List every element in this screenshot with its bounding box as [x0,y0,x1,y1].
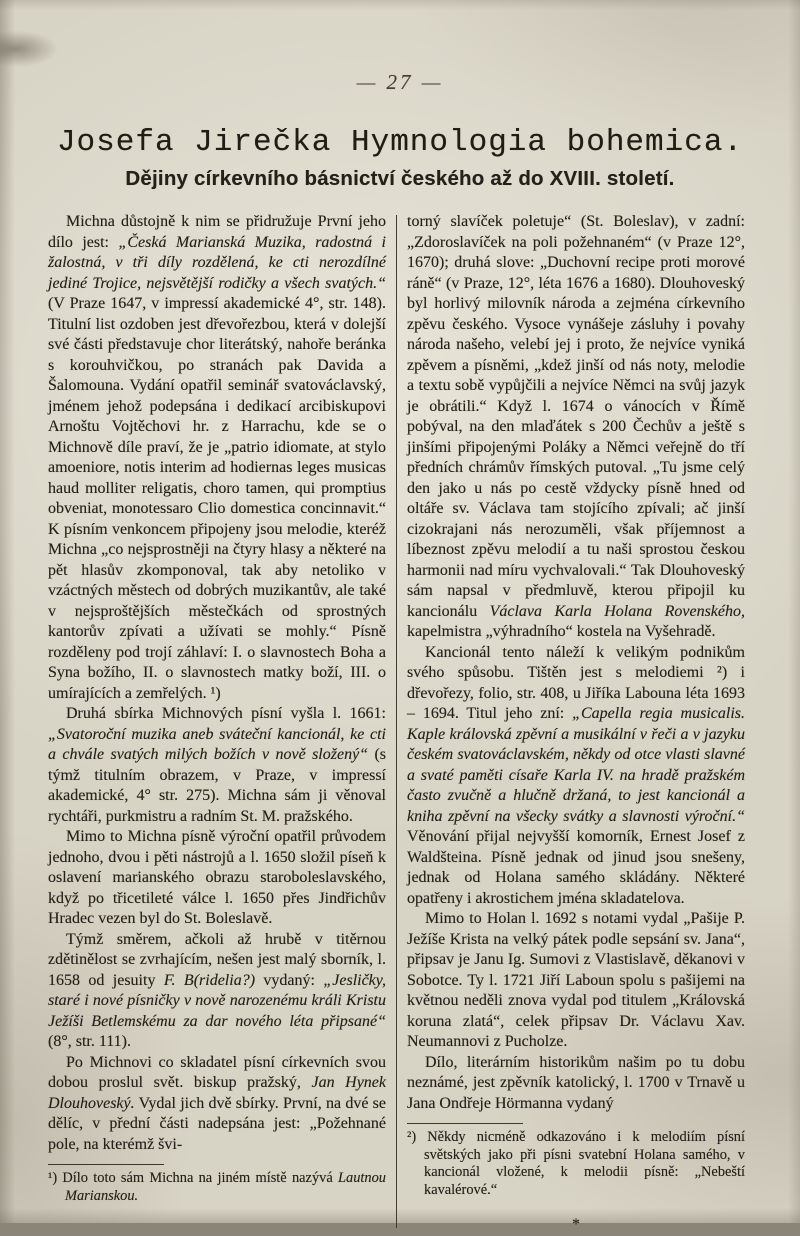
text-run: Druhá sbírka Michnových písní vyšla l. 1661: [66,705,386,722]
text-run: vydaný: [255,971,324,989]
paragraph [407,1053,745,1115]
text-run: Dílo, literárním historikům našim po tu dobu neznámé, jest zpěvník katolický, l. 1700 v Trnavě u Jana Ondřeje Hörmanna vydaný [407,1053,745,1112]
italic-text-run: „Capella regia musicalis. Kaple královská zpěvní a musikální v řeči a v jazyku českém svatováclavském, někdy od otce vlasti slavné a svaté paměti císaře Karla IV. na hradě pražském často zvučně a hlučně držaná, to jest kancionál a kniha zpěvní na všecky svátky a slavnosti výroční.“ [407,705,745,825]
text-run: Kancionál tento náleží k velikým podnikům svého spůsobu. Tištěn jest s melodiemi ²) i dřevořezy, folio, str. 408, u Jiříka Labouna léta 1693 – 1694. Titul jeho zní: [407,643,745,722]
italic-text-run: Václava Karla Holana Rovenského, [489,602,745,620]
footnote-2 [407,1129,745,1199]
page-title: Josefa Jirečka Hymnologia bohemica. [56,125,744,160]
text-run: ¹) Dílo toto sám Michna na jiném místě nazývá [48,1170,339,1186]
text-run: Michna důstojně k nim se přidružuje První jeho dílo jest: [48,213,386,251]
text-column-right [407,212,745,1236]
text-run: (8°, str. 111). [48,1033,131,1050]
italic-text-run: Lautnou Marianskou. [65,1170,386,1204]
footnote-1 [48,1170,386,1205]
italic-text-run: „Jesličky, staré i nové písničky v nově narozenému králi Kristu Ježíši Betlemskému za dar nového léta připsané“ [48,971,386,1030]
text-column-left [48,212,386,1236]
italic-text-run: Jan Hynek Dlouhoveský. [48,1074,386,1112]
italic-text-run: „Česká Marianská Muzika, radostná i žalostná, v tři díly rozdělená, ke cti nerozdílné jediné Trojice, nejsvětější rodičky a všech svatých.“ [48,233,386,292]
text-run: Týmž směrem, ačkoli až hrubě v titěrnou zdětinělost se zvrhajícím, nešen jest malý sborník, l. 1658 od jesuity [48,930,386,989]
text-run: Věnování přijal nejvyšší komorník, Ernest Josef z Waldšteina. Písně jednak od jinud jsou snešeny, jednak od Holana samého skládány. Některé opatřeny i akrostichem jména skladatelova. [407,828,745,907]
paragraph [407,212,745,643]
italic-text-run: „Svatoroční muzika aneb sváteční kancionál, ke cti a chvále svatých milých božích v nově složený“ [48,725,386,763]
text-run: Vydal jich dvě sbírky. První, na dvé se dělíc, v přední části nadepsána jest: „Požehnané pole, na kterémž švi- [48,1094,386,1153]
text-run: kapelmistra „výhradního“ kostela na Vyšehradě. [407,623,716,640]
footnote-separator [48,1164,164,1165]
column-right-text [407,212,745,1114]
text-run: (V Praze 1647, v impressí akademické 4°, str. 148). Titulní list ozdoben jest dřevořezbou, která v dolejší své části představuje chor literátský, nahoře beránka s korouhvičkou, po stranách pak Davida a Šalomouna. Vydání opatřil seminář svatováclavský, jménem jehož podepsána i dedikací arcibiskupovi Arnoštu Vojtěchovi hr. z Harrachu, kde se o Michnově díle praví, že je „patrio idiomate, at stylo amoeniore, notis interim ad hodiernas leges musicas haud molliter religatis, choro tamen, qui promptius obveniat, monotessaro Clio domestica concinnavit.“ K písním venkoncem připojeny jsou melodie, kteréž Michna „co nejsprostněji na čtyry hlasy a některé na pět hlasův zkomponoval, tak aby netoliko v vzáctných městech od dobrých muzikantův, ale také v nejsproštějších městečkách od sprostných kantorův zpívati a užívati se mohly.“ Písně rozděleny pod trojí záhlaví: I. o slavnostech Boha a Syna božího, II. o slavnostech matky boží, III. o umírajících a zemřelých. ¹) [48,295,386,702]
text-run: ²) Někdy nicméně odkazováno i k melodiím písní světských jako při písni svatební Holana samého, v kancionál vložené, k melodii písně: „Nebeští kavalérové.“ [407,1129,745,1198]
paragraph [48,1053,386,1156]
text-run: Mimo to Holan l. 1692 s notami vydal „Pašije P. Ježíše Krista na velký pátek podle sepsání sv. Jana“, připsav je Janu Ig. Sumovi z Vlastislavě, děkanovi v Sobotce. Ty l. 1721 Jiří Laboun spolu s pašijemi na květnou neděli znova vydal pod titulem „Královská koruna zlatá“, celek připsav Dr. Václavu Xav. Neumannovi z Pucholze. [407,910,745,1050]
column-divider [396,215,397,1228]
page-number: — 27 — [356,70,444,94]
paragraph [407,909,745,1053]
paragraph [48,704,386,827]
text-run: (s týmž titulním obrazem, v Praze, v impressí akademické, 4° str. 275). Michna sám ji věnoval rychtáři, purkmistru a radním St. M. pražského. [48,746,387,825]
footnote-separator [407,1123,523,1124]
printers-mark: * [572,1216,580,1234]
paragraph [48,827,386,930]
column-left-text [48,212,386,1155]
paragraph [48,930,386,1053]
paragraph [48,212,386,704]
page-subtitle: Dějiny církevního básnictví českého až do XVIII. století. [125,167,675,190]
text-run: torný slavíček poletuje“ (St. Boleslav), v zadní: „Zdoroslavíček na poli požehnaném“ (v Praze 12°, 1670); druhá slove: „Duchovní recipe proti morové ráně“ (v Praze, 12°, léta 1676 a 1680). Dlouhoveský byl horlivý milovník národa a zejména církevního zpěvu českého. Vysoce vynášeje zásluhy i povahy národa našeho, velebí jej i proto, že nejvíce vyniká zpěvem a písněmi, „kdež jinší od nás noty, melodie a textu sobě vypůjčili a nejvíce Němci na svůj jazyk je obrátili.“ Když l. 1674 o vánocích v Římě pobýval, na den mlaďátek s 200 Čechův a ještě s jinšími připojenými Poláky a Němci veřejně do tří předních chrámův římských putoval. „Tu jsme celý den jako u nás po cestě vždycky písně hned od oltáře sv. Václava tam stojícího zpívali; ač jinší cizokrajani nás nerozuměli, však příjemnost a líbeznost zpěvu melodií a tu naši sprostou českou harmonii nad míru vychvalovali.“ Tak Dlouhoveský sám napsal v předmluvě, kterou připojil ku kancionálu [407,213,745,620]
paragraph [407,643,745,910]
text-run: Mimo to Michna písně výroční opatřil průvodem jednoho, dvou i pěti nástrojů a l. 1650 složil píseň k oslavení marianského obrazu staroboleslavského, když po třicetileté válce l. 1650 přes Jindřichův Hradec vezen byl do St. Boleslavě. [48,828,386,927]
two-column-text-block [0,212,800,1236]
text-run: Po Michnovi co skladatel písní církevních svou dobou proslul svět. biskup pražský, [48,1053,386,1091]
italic-text-run: F. B(ridelia?) [163,971,256,989]
